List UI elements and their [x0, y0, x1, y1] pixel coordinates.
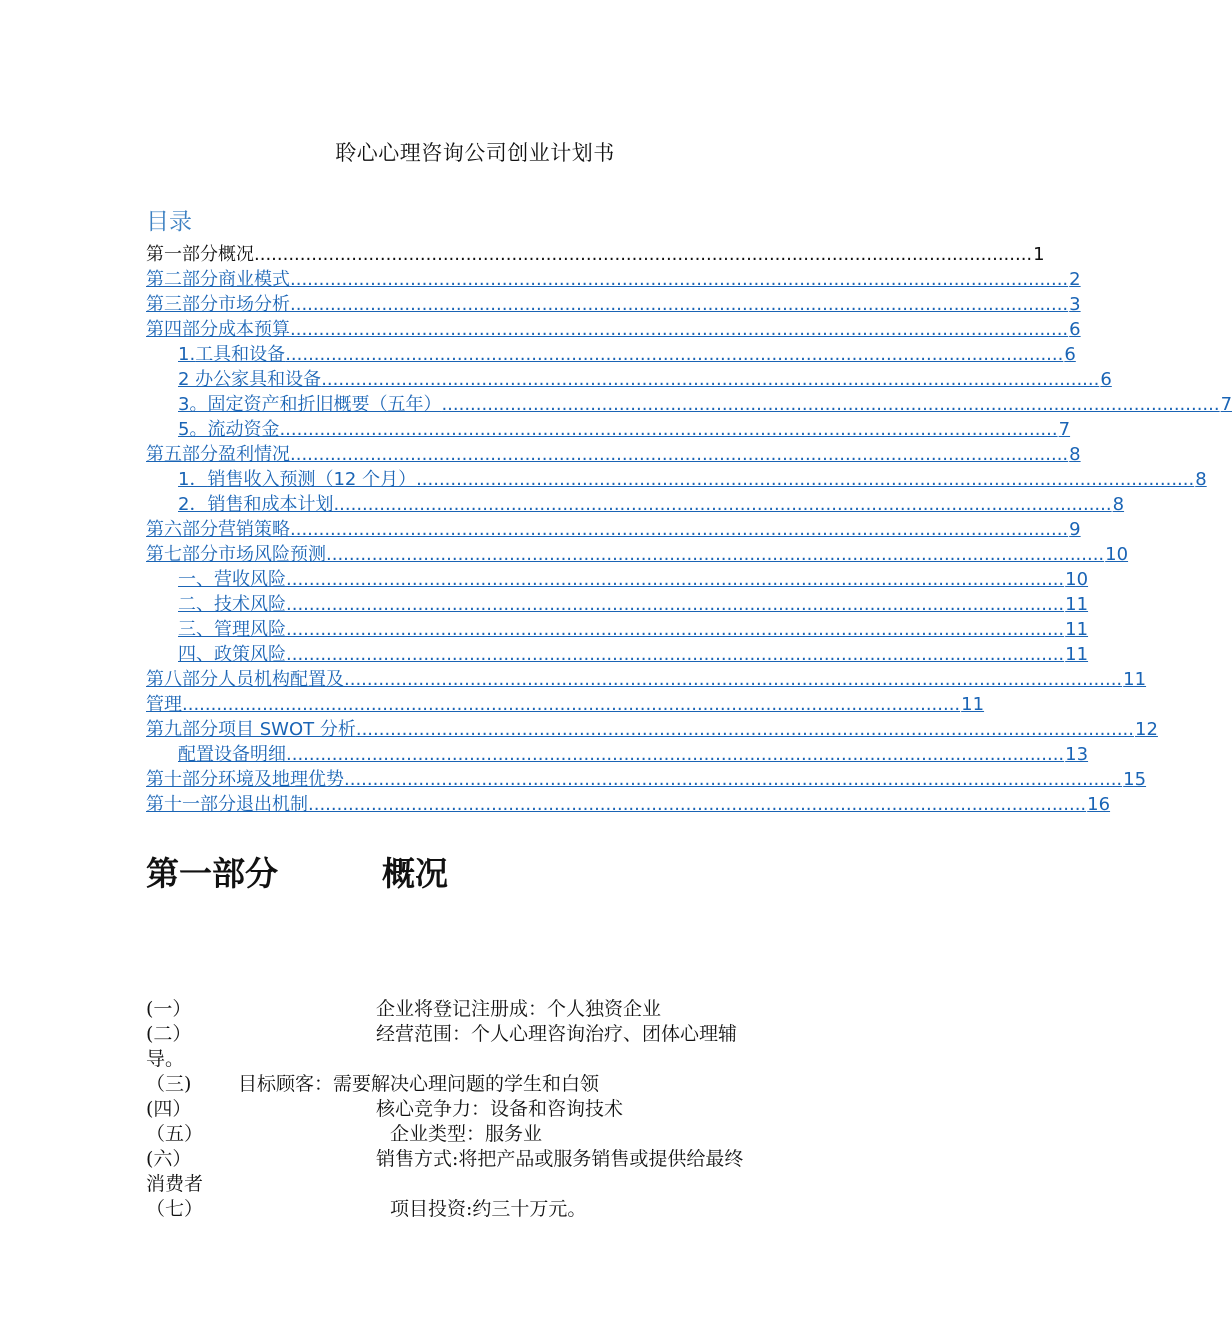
toc-heading: 目录: [146, 209, 192, 235]
toc-entry-4-3[interactable]: 3。 固定资产和折旧概要（五年） ........................................................................................................................................ 7: [178, 394, 1232, 415]
item-label-6: (六）: [146, 1148, 192, 1170]
section-heading: [146, 848, 448, 895]
item-label-5: （五）: [146, 1123, 204, 1145]
item-label-2: (二）: [146, 1023, 192, 1045]
item-text-2-cont: 导。: [146, 1048, 185, 1070]
toc-entry-11[interactable]: 第十一部分 退出机制 ........................................................................................................................................ 16: [146, 794, 1111, 815]
toc-entry-7-1[interactable]: 一、营收风险 ........................................................................................................................................ 10: [178, 569, 1089, 590]
toc-entry-10[interactable]: 第十部分 环境及地理优势 ........................................................................................................................................ 15: [146, 769, 1147, 790]
toc-entry-9[interactable]: 第九部分 项目 SWOT 分析 ........................................................................................................................................ 12: [146, 719, 1158, 740]
toc-entry-4-5[interactable]: 5。流动资金 ........................................................................................................................................ 7: [178, 419, 1071, 440]
toc-entry-7[interactable]: 第七部分 市场风险预测 ........................................................................................................................................ 10: [146, 544, 1129, 565]
toc-entry-1[interactable]: 第一部分 概况 ........................................................................................................................................ 1: [146, 244, 1045, 265]
section-part: 第一部分: [146, 854, 278, 893]
item-label-7: （七）: [146, 1198, 204, 1220]
item-text-5: 企业类型：服务业: [390, 1123, 543, 1145]
toc-entry-5-2[interactable]: 2． 销售和成本计划 ........................................................................................................................................ 8: [178, 494, 1125, 515]
toc-entry-7-4[interactable]: 四、政策风险 ........................................................................................................................................ 11: [178, 644, 1089, 665]
toc-entry-4[interactable]: 第四部分 成本预算 ........................................................................................................................................ 6: [146, 319, 1081, 340]
toc-entry-8[interactable]: 第八部分 人员机构配置及 ........................................................................................................................................ 11: [146, 669, 1147, 690]
toc-entry-8-cont[interactable]: 管理 ........................................................................................................................................ 11: [146, 694, 985, 715]
item-text-1: 企业将登记注册成：个人独资企业: [376, 998, 662, 1020]
toc-entry-7-2[interactable]: 二、技术风险 ........................................................................................................................................ 11: [178, 594, 1089, 615]
toc-entry-4-2[interactable]: 2 办公家具和设备 ........................................................................................................................................ 6: [178, 369, 1112, 390]
item-label-1: (一）: [146, 998, 192, 1020]
toc-entry-9-1[interactable]: 配置设备明细 ........................................................................................................................................ 13: [178, 744, 1089, 765]
section-title: 概况: [382, 854, 448, 893]
toc-entry-5[interactable]: 第五部分 盈利情况 ........................................................................................................................................ 8: [146, 444, 1081, 465]
item-text-3: 目标顾客：需要解决心理问题的学生和白领: [238, 1073, 600, 1095]
toc-entry-3[interactable]: 第三部分 市场分析 ........................................................................................................................................ 3: [146, 294, 1081, 315]
toc-entry-7-3[interactable]: 三、 管理风险 ........................................................................................................................................ 11: [178, 619, 1089, 640]
item-text-6-cont: 消费者: [146, 1173, 204, 1195]
document-title: 聆心心理咨询公司创业计划书: [335, 141, 615, 165]
toc-entry-4-1[interactable]: 1. 工具和设备 ........................................................................................................................................ 6: [178, 344, 1076, 365]
toc-entry-5-1[interactable]: 1． 销售收入预测（12 个月） ........................................................................................................................................ 8: [178, 469, 1207, 490]
toc-entry-2[interactable]: 第二部分 商业模式 ........................................................................................................................................ 2: [146, 269, 1081, 290]
item-label-3: （三): [146, 1073, 192, 1095]
item-label-4: (四）: [146, 1098, 192, 1120]
item-text-4: 核心竞争力：设备和咨询技术: [376, 1098, 624, 1120]
item-text-2: 经营范围：个人心理咨询治疗、团体心理辅: [376, 1023, 738, 1045]
item-text-7: 项目投资:约三十万元。: [390, 1198, 587, 1220]
item-text-6: 销售方式:将把产品或服务销售或提供给最终: [376, 1148, 744, 1170]
toc-entry-6[interactable]: 第六部分 营销策略 ........................................................................................................................................ 9: [146, 519, 1081, 540]
